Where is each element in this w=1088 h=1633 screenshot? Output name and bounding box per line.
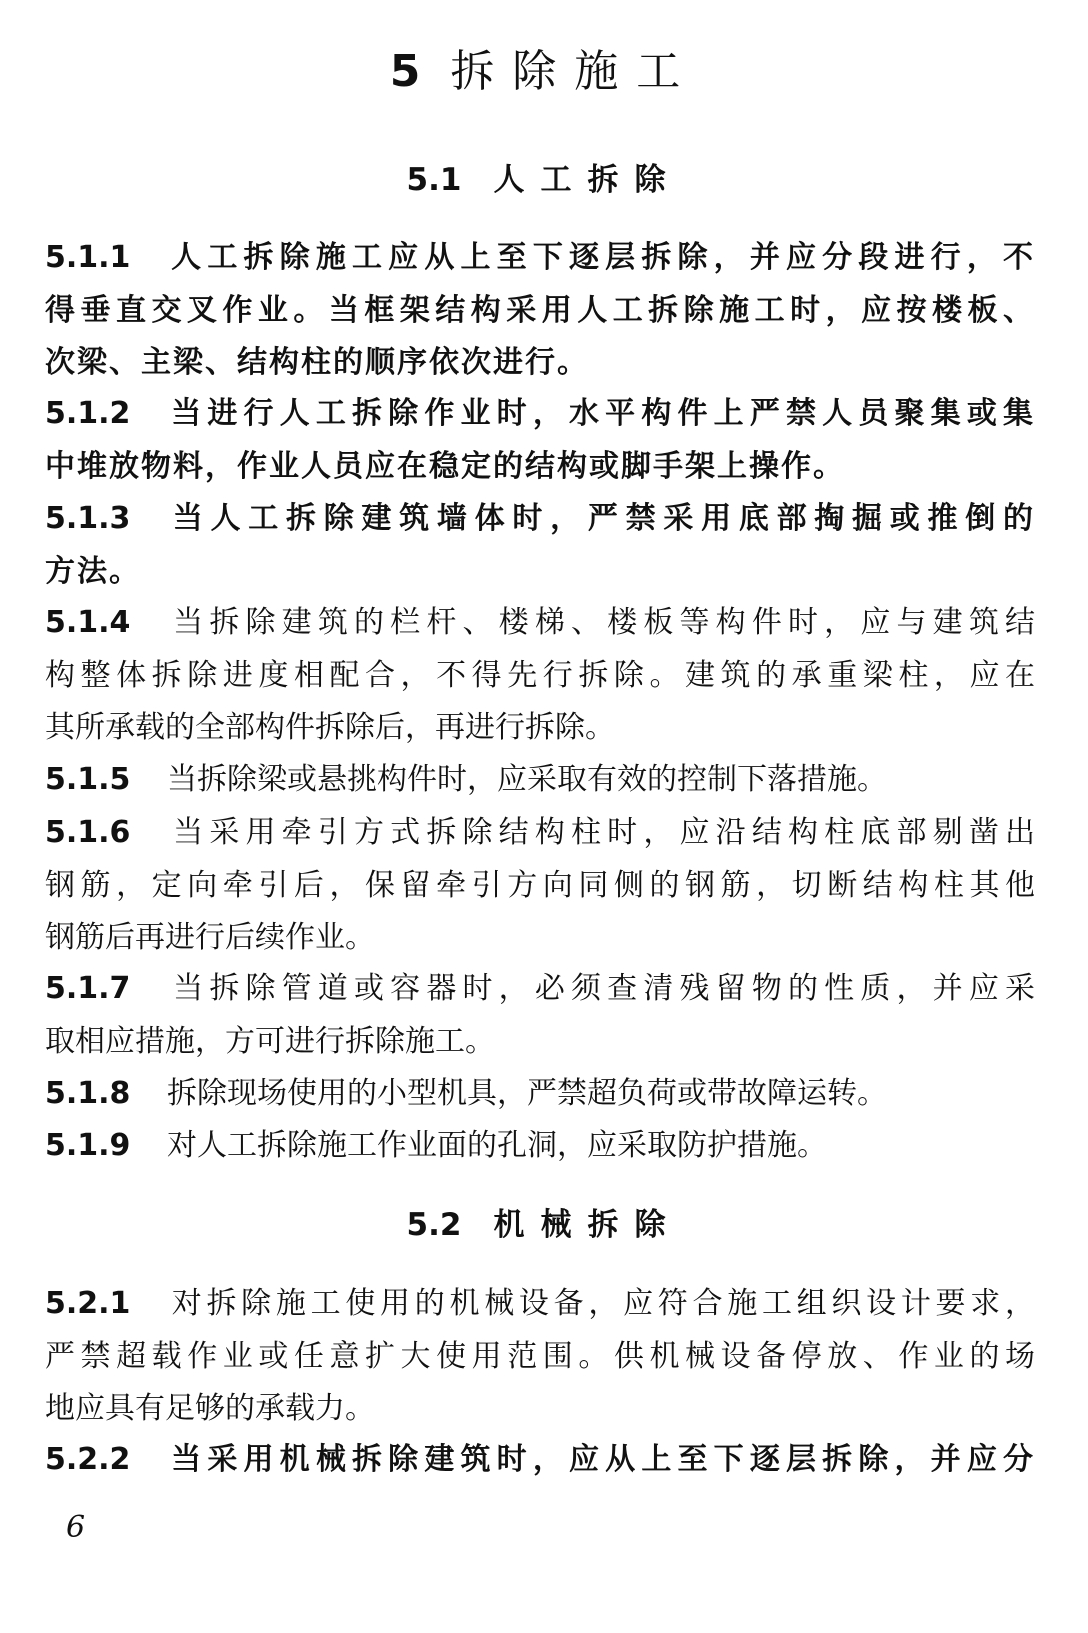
- clause-line: [45, 1434, 1035, 1487]
- clause-line: 钢筋后再进行后续作业。: [45, 920, 375, 955]
- section-heading: [0, 160, 1088, 200]
- clause-text: 对人工拆除施工作业面的孔洞，应采取防护措施。: [167, 1128, 827, 1163]
- chapter-title: [0, 42, 1088, 102]
- clause-text: 当拆除建筑的栏杆、楼梯、楼板等构件时，应与建筑结: [167, 605, 1035, 640]
- clause-line: 构整体拆除进度相配合，不得先行拆除。建筑的承重梁柱，应在: [45, 657, 1035, 693]
- clause-line: [45, 1068, 1035, 1121]
- clause-line: 得垂直交叉作业。当框架结构采用人工拆除施工时，应按楼板、: [45, 292, 1035, 328]
- chapter-number: 5: [389, 46, 421, 97]
- clause-text: 当人工拆除建筑墙体时，严禁采用底部掏掘或推倒的: [167, 501, 1035, 536]
- chapter-title-text: 拆除施工: [450, 46, 699, 97]
- section-number: 5.1: [406, 162, 462, 198]
- clause-text: 当拆除管道或容器时，必须查清残留物的性质，并应采: [167, 971, 1035, 1006]
- clause-number: 5.1.3: [45, 501, 131, 536]
- clause-number: 5.2.1: [45, 1286, 131, 1321]
- clause-5-1-6: [45, 807, 1035, 965]
- page-number: 6: [66, 1510, 86, 1545]
- clause-text: 当采用机械拆除建筑时，应从上至下逐层拆除，并应分: [167, 1442, 1035, 1477]
- clause-line: [45, 807, 1035, 860]
- clause-5-1-5: [45, 754, 1035, 807]
- section-heading: [0, 1205, 1088, 1245]
- clause-5-1-8: [45, 1068, 1035, 1121]
- clause-number: 5.1.4: [45, 605, 131, 640]
- clause-line: 严禁超载作业或任意扩大使用范围。供机械设备停放、作业的场: [45, 1338, 1035, 1374]
- clause-text: 当采用牵引方式拆除结构柱时，应沿结构柱底部剔凿出: [167, 815, 1035, 850]
- clause-line: 钢筋，定向牵引后，保留牵引方向同侧的钢筋，切断结构柱其他: [45, 867, 1035, 903]
- section-number: 5.2: [406, 1207, 462, 1243]
- clause-text: 当拆除梁或悬挑构件时，应采取有效的控制下落措施。: [167, 762, 887, 797]
- clause-line: 方法。: [45, 553, 141, 589]
- clause-line: [45, 754, 1035, 807]
- clause-text: 人工拆除施工应从上至下逐层拆除，并应分段进行，不: [167, 240, 1035, 275]
- clause-line: 地应具有足够的承载力。: [45, 1391, 375, 1426]
- clause-5-1-4: [45, 597, 1035, 755]
- clause-line: 次梁、主梁、结构柱的顺序依次进行。: [45, 345, 589, 380]
- clause-number: 5.1.9: [45, 1128, 131, 1163]
- clause-5-2-2: [45, 1434, 1035, 1487]
- clause-number: 5.1.6: [45, 815, 131, 850]
- section-title-text: 机械拆除: [493, 1207, 682, 1243]
- clause-5-1-1: [45, 232, 1035, 390]
- clause-number: 5.1.1: [45, 240, 131, 275]
- clause-number: 5.1.5: [45, 762, 131, 797]
- clause-line: [45, 963, 1035, 1016]
- clause-5-1-2: [45, 388, 1035, 493]
- clause-line: [45, 597, 1035, 650]
- clause-line: 其所承载的全部构件拆除后，再进行拆除。: [45, 710, 615, 745]
- clause-line: [45, 388, 1035, 441]
- clause-number: 5.1.7: [45, 971, 131, 1006]
- clause-line: [45, 1120, 1035, 1173]
- clause-5-1-3: [45, 493, 1035, 598]
- clause-line: [45, 1278, 1035, 1331]
- clause-number: 5.2.2: [45, 1442, 131, 1477]
- clause-line: [45, 232, 1035, 285]
- section-title-text: 人工拆除: [493, 162, 682, 198]
- clause-line: 中堆放物料，作业人员应在稳定的结构或脚手架上操作。: [45, 448, 845, 484]
- clause-text: 拆除现场使用的小型机具，严禁超负荷或带故障运转。: [167, 1076, 887, 1111]
- clause-number: 5.1.2: [45, 396, 131, 431]
- clause-5-1-9: [45, 1120, 1035, 1173]
- clause-5-1-7: [45, 963, 1035, 1068]
- clause-line: [45, 493, 1035, 546]
- clause-5-2-1: [45, 1278, 1035, 1436]
- clause-text: 当进行人工拆除作业时，水平构件上严禁人员聚集或集: [167, 396, 1035, 431]
- clause-line: 取相应措施，方可进行拆除施工。: [45, 1023, 495, 1059]
- clause-text: 对拆除施工使用的机械设备，应符合施工组织设计要求，: [167, 1286, 1035, 1321]
- clause-number: 5.1.8: [45, 1076, 131, 1111]
